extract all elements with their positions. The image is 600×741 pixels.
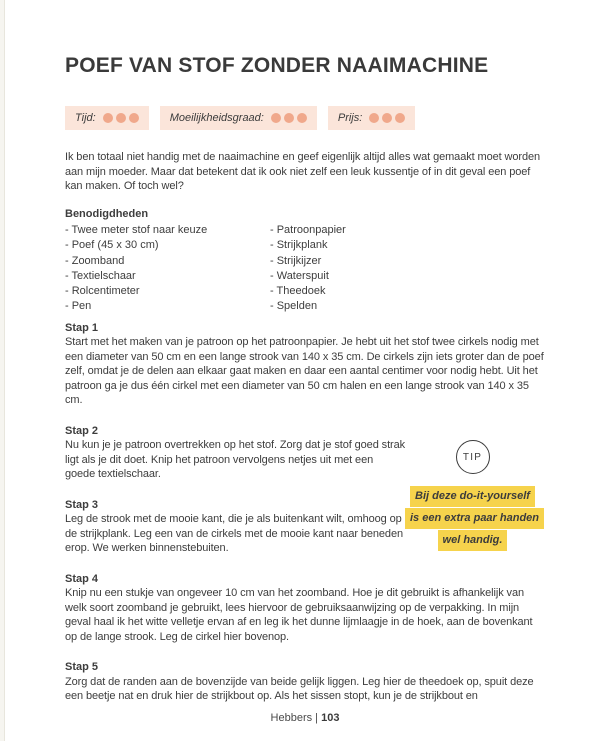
step-block xyxy=(65,572,545,645)
tip-note-line: Bij deze do-it-yourself xyxy=(410,486,535,507)
supplies-item: - Rolcentimeter xyxy=(65,285,140,298)
page-title: POEF VAN STOF ZONDER NAAIMACHINE xyxy=(65,54,489,77)
footer-separator: | xyxy=(315,711,319,724)
page-footer xyxy=(65,712,545,724)
step-text: Leg de strook met de mooie kant, die je als buitenkant wilt, omhoog op de strijkplank. Leg een van de cirkels met de mooie kant naar beneden erop. We werken binnenstebuiten. xyxy=(65,513,403,555)
step-heading: Stap 2 xyxy=(65,424,99,437)
tip-note-line: is een extra paar handen xyxy=(405,508,544,529)
supplies-item: - Pen xyxy=(65,300,92,313)
rating-dots xyxy=(271,113,307,123)
rating-dot-icon xyxy=(116,113,126,123)
step-block xyxy=(65,660,545,704)
tip-note-line: wel handig. xyxy=(438,530,508,551)
rating-badge xyxy=(328,106,415,130)
supplies-column-right xyxy=(270,223,346,315)
step-block xyxy=(65,321,545,408)
rating-badge xyxy=(65,106,149,130)
rating-dot-icon xyxy=(271,113,281,123)
supplies-item: - Spelden xyxy=(270,300,318,313)
supplies-heading: Benodigdheden xyxy=(65,207,149,220)
rating-badge xyxy=(160,106,317,130)
supplies-item: - Theedoek xyxy=(270,285,326,298)
supplies-item: - Strijkplank xyxy=(270,239,328,252)
step-heading: Stap 5 xyxy=(65,661,99,674)
tip-block xyxy=(405,440,540,551)
step-text: Nu kun je je patroon overtrekken op het stof. Zorg dat je stof goed strak ligt als je dit doet. Knip het patroon vervolgens netjes uit met een goede textielschaar. xyxy=(65,439,406,481)
rating-badge-label: Tijd: xyxy=(75,112,96,124)
rating-dot-icon xyxy=(129,113,139,123)
rating-badge-label: Moeilijkheidsgraad: xyxy=(169,112,264,124)
supplies-list xyxy=(65,223,545,315)
step-text: Start met het maken van je patroon op het patroonpapier. Je hebt uit het stof twee cirkels nodig met een diameter van 50 cm en een lange strook van 140 x 35 cm. De cirkels zijn iets groter dan de poef zelf, omdat je de delen aan elkaar gaat maken en daar een aantal centimer voor nodig hebt. Uit het patroon ga je dus één cirkel met een diameter van 50 cm halen en een lange strook van 140 x 35 cm. xyxy=(65,336,544,407)
rating-dot-icon xyxy=(395,113,405,123)
rating-dot-icon xyxy=(284,113,294,123)
supplies-item: - Patroonpapier xyxy=(270,224,346,236)
intro-paragraph: Ik ben totaal niet handig met de naaimachine en geef eigenlijk altijd alles wat gemaakt moet worden aan mijn moeder. Maar dat betekent dat ik ook niet zelf een leuk kussentje of in dit geval een poef kan maken. Of toch wel? xyxy=(65,151,541,192)
rating-badges-row xyxy=(65,106,545,130)
step-heading: Stap 3 xyxy=(65,498,99,511)
supplies-item: - Textielschaar xyxy=(65,269,136,282)
rating-dots xyxy=(369,113,405,123)
footer-brand: Hebbers xyxy=(270,711,313,724)
rating-dot-icon xyxy=(103,113,113,123)
tip-highlighted-note xyxy=(405,485,540,551)
supplies-item: - Poef (45 x 30 cm) xyxy=(65,239,159,252)
tip-circle-icon xyxy=(456,440,490,474)
supplies-item: - Waterspuit xyxy=(270,269,329,282)
step-text: Knip nu een stukje van ongeveer 10 cm van het zoomband. Hoe je dit gebruikt is afhankelijk van welk soort zoomband je gebruikt, lees hiervoor de gebruiksaanwijzing op de verpakking. In mijn geval haal ik het witte velletje ervan af en leg ik het dunne lijmlaagje in de hoek, aan de bovenkant op de lange strook. Leg de cirkel hier bovenop. xyxy=(65,587,533,643)
rating-dot-icon xyxy=(297,113,307,123)
supplies-column-left xyxy=(65,223,270,315)
step-heading: Stap 4 xyxy=(65,572,99,585)
supplies-item: - Twee meter stof naar keuze xyxy=(65,224,208,236)
supplies-item: - Strijkijzer xyxy=(270,254,322,267)
tip-label: TIP xyxy=(462,451,483,463)
rating-badge-label: Prijs: xyxy=(337,112,363,124)
footer-page-number: 103 xyxy=(321,711,340,724)
rating-dot-icon xyxy=(369,113,379,123)
supplies-item: - Zoomband xyxy=(65,254,125,267)
rating-dots xyxy=(103,113,139,123)
step-heading: Stap 1 xyxy=(65,321,99,334)
rating-dot-icon xyxy=(382,113,392,123)
step-text: Zorg dat de randen aan de bovenzijde van beide gelijk liggen. Leg hier de theedoek op, spuit deze een beetje nat en druk hier de strijkbout op. Als het sissen stopt, kun je de strijkbout en xyxy=(65,675,534,703)
